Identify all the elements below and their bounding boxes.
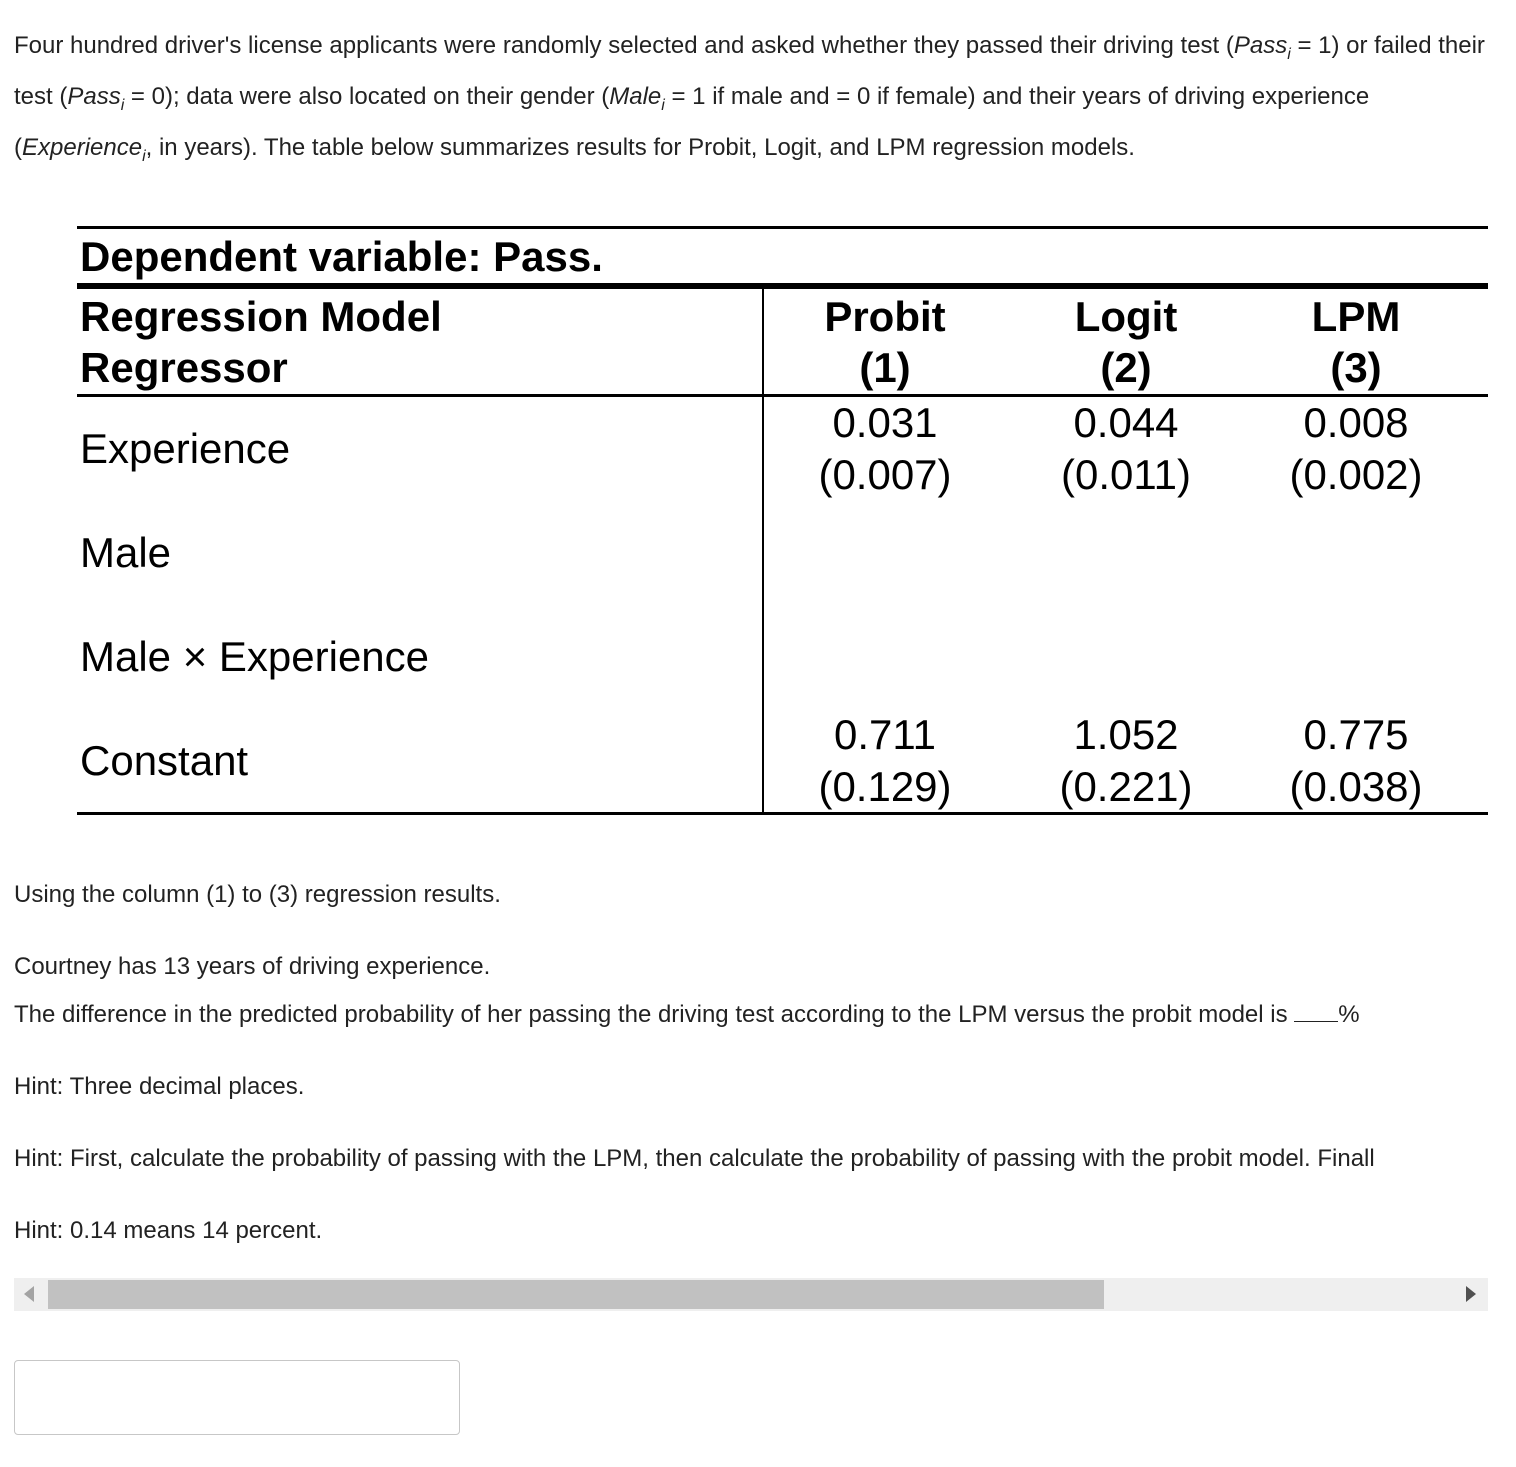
- answer-input[interactable]: [14, 1360, 460, 1435]
- se-cell: (0.011): [1061, 451, 1191, 498]
- caption-rule: [77, 283, 1488, 289]
- var-pass: Pass$_i$: [67, 83, 125, 114]
- row-label-experience: Experience: [80, 425, 291, 472]
- question-using: Using the column (1) to (3) regression results.: [14, 881, 501, 908]
- scroll-right-arrow-icon[interactable]: [1466, 1286, 1476, 1302]
- hint-decimal-places: Hint: Three decimal places.: [14, 1073, 305, 1100]
- row-label-constant: Constant: [80, 737, 249, 784]
- column-number-1: (1): [859, 344, 911, 391]
- column-header-probit: Probit: [824, 293, 946, 340]
- answer-blank: [1294, 1003, 1338, 1022]
- se-cell: (0.038): [1289, 763, 1423, 810]
- column-header-logit: Logit: [1074, 293, 1178, 340]
- regression-table: [77, 226, 1488, 816]
- header-regressor: Regressor: [80, 344, 288, 391]
- row-label-male: Male: [80, 529, 172, 576]
- hint-percent: Hint: 0.14 means 14 percent.: [14, 1217, 323, 1244]
- var-experience: Experience$_i$: [22, 134, 146, 165]
- var-male: Male$_i$: [609, 83, 665, 114]
- se-cell: (0.129): [818, 763, 952, 810]
- coef-cell: 0.044: [1073, 399, 1179, 446]
- coef-cell: 0.031: [832, 399, 938, 446]
- problem-intro: Four hundred driver's license applicants were randomly selected and asked whether they passed their driving test (Pass$_i$ = 1) or failed their test (Pass$_i$ = 0); data were also located on their gender (Male$_i$ = 1 if male and = 0 if female) and their years of driving experience (Experience$_i$, in years). The table below summarizes results for Probit, Logit, and LPM regression models.: [14, 32, 1485, 165]
- table-caption: Dependent variable: Pass.: [80, 233, 603, 280]
- scroll-left-arrow-icon[interactable]: [24, 1286, 34, 1302]
- table-top-rule: [77, 226, 1488, 229]
- coef-cell: 1.052: [1073, 711, 1179, 758]
- se-cell: (0.221): [1059, 763, 1193, 810]
- column-header-lpm: LPM: [1311, 293, 1401, 340]
- hint-steps: Hint: First, calculate the probability of passing with the LPM, then calculate the probability of passing with the probit model. Finall: [14, 1145, 1375, 1172]
- row-label-male-x-experience: Male × Experience: [80, 633, 430, 680]
- se-cell: (0.002): [1289, 451, 1423, 498]
- question-difference: The difference in the predicted probability of her passing the driving test according to the LPM versus the probit model is %: [14, 1001, 1360, 1028]
- coef-cell: 0.711: [834, 711, 936, 758]
- horizontal-scrollbar[interactable]: [14, 1278, 1488, 1311]
- header-regression-model: Regression Model: [80, 293, 442, 340]
- coef-cell: 0.008: [1303, 399, 1409, 446]
- column-number-2: (2): [1100, 344, 1152, 391]
- column-number-3: (3): [1330, 344, 1382, 391]
- table-bottom-rule: [77, 812, 1488, 815]
- var-pass: Pass$_i$: [1233, 32, 1291, 63]
- question-courtney: Courtney has 13 years of driving experience.: [14, 953, 491, 980]
- coef-cell: 0.775: [1303, 711, 1409, 758]
- scrollbar-thumb[interactable]: [48, 1280, 1104, 1309]
- column-divider: [762, 287, 764, 813]
- se-cell: (0.007): [818, 451, 952, 498]
